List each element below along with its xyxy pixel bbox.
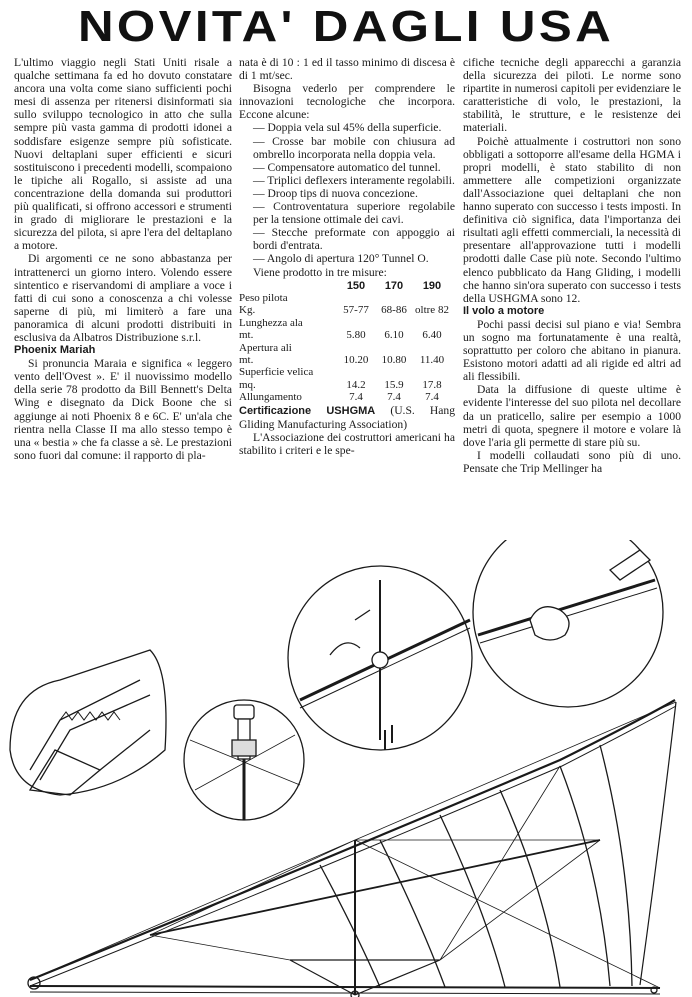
paragraph: L'Associazione dei costruttori americani ha stabilito i criteri e le spe- xyxy=(239,430,455,457)
size-table xyxy=(239,280,451,404)
certification-heading-line xyxy=(239,404,455,431)
section-heading-volo-motore: Il volo a motore xyxy=(463,304,545,317)
article-column-1 xyxy=(14,56,232,462)
feature-item: — Angolo di apertura 120° Tunnel O. xyxy=(253,252,429,266)
feature-item: — Doppia vela sul 45% della superficie. xyxy=(253,121,442,135)
detail-inset-king-post xyxy=(184,700,304,820)
detail-inset-sail-edge xyxy=(10,650,166,795)
feature-item: — Droop tips di nuova concezione. xyxy=(253,186,418,200)
feature-item: — Triplici deflexers interamente regolabili. xyxy=(253,173,455,187)
row-unit: mt. xyxy=(239,329,254,342)
table-cell: 6.40 xyxy=(422,329,442,342)
table-cell: 5.80 xyxy=(346,329,366,342)
table-cell: 68-86 xyxy=(381,304,407,317)
paragraph: Di argomenti ce ne sono abbastanza per intrattenerci un giorno intero. Volendo essere sintentico e riservandomi di ampliare a voce i fatti di cui sono a conoscenza a chi volesse saperne di più, mi limiterò a fare una panoramica di alcuni prodotti distribuiti in esclusiva da Albatros Distribuzione s.r.l. xyxy=(14,252,232,344)
table-row xyxy=(239,354,451,366)
sail-trailing-edge xyxy=(640,702,676,985)
table-cell: 7.4 xyxy=(387,391,401,404)
table-intro: Viene prodotto in tre misure: xyxy=(253,265,387,279)
cross-bar xyxy=(150,840,600,935)
table-row xyxy=(239,292,451,304)
paragraph: Data la diffusione di queste ultime è evidente l'interesse del suo pilota nel decollare da un praticello, salire per esempio a 1000 metri di quota, spegnere il motore e volare là dove l'aria gli permette di stare più su. xyxy=(463,383,681,449)
table-row xyxy=(239,329,451,341)
paragraph: Poichè attualmente i costruttori non sono obbligati a sottoporre all'esame della HGMA i propri modelli, è stato stabilito di non ammettere alle competizioni organizzate dall'Associazione quei deltaplani che non hanno superato con successo i tests imposti. In definitiva ciò significa, data l'importanza dei risultati agli effetti commerciali, la necessità di presentare all'approvazione tutti i modelli prodotti dalle Case più note. Secondo l'ultimo elenco pubblicato da Hang Gliding, i modelli che hanno sin'ora superato con successo i tests della USHGMA sono 12. xyxy=(463,134,681,305)
detail-inset-tube-joint xyxy=(473,540,663,707)
feature-item: — Controventatura superiore regolabile per la tensione ottimale dei cavi. xyxy=(253,200,455,227)
feature-item: — Crosse bar mobile con chiusura ad ombrello incorporata nella doppia vela. xyxy=(253,134,455,161)
size-header: 190 xyxy=(422,279,442,292)
size-header: 170 xyxy=(384,279,404,292)
batten xyxy=(320,865,380,987)
table-row xyxy=(239,379,451,391)
table-row xyxy=(239,317,451,329)
table-cell: 7.4 xyxy=(349,391,363,404)
table-cell: 10.20 xyxy=(343,354,369,367)
article-column-3 xyxy=(463,56,681,475)
paragraph: cifiche tecniche degli apparecchi a garanzia della sicurezza dei piloti. Le norme sono ripartite in numerosi capitoli per evidenziare le caratteristiche di volo, le prestazioni, la stabilità, le strutture, e le resistenze dei materiali. xyxy=(463,56,681,135)
section-heading-ushgma: Certificazione USHGMA xyxy=(239,404,376,417)
paragraph: L'ultimo viaggio negli Stati Uniti risale a qualche settimana fa ed ho dovuto constatare ancora una volta come siano sufficienti pochi mesi di assenza per ritenersi disinformati sia sullo sviluppo tecnologico in atto che sulla sempre più vasta gamma di prodotti idonei a soddisfare esigenze sempre più sofisticate. Nuovi deltaplani super efficienti e sicuri sostituiscono i precedenti modelli, scompaiono le tipiche ali Rogallo, si assiste ad una concentrazione della domanda sui produttori più qualificati, si offrono accessori e strumenti in grado di migliorare le prestazioni e la sicurezza del pilota, si apre l'era del deltaplano a motore. xyxy=(14,56,232,253)
table-cell: 7.4 xyxy=(425,391,439,404)
row-unit: Kg. xyxy=(239,304,256,317)
heading-note: (U.S. Hang Gliding Manufacturing Association) xyxy=(239,403,455,431)
table-row xyxy=(239,342,451,354)
row-label: Superficie velica xyxy=(239,366,314,379)
table-cell: 17.8 xyxy=(422,378,442,391)
table-row xyxy=(239,391,451,403)
paragraph: nata è di 10 : 1 ed il tasso minimo di discesa è di 1 mt/sec. xyxy=(239,56,455,83)
table-cell: 15.9 xyxy=(384,378,404,391)
row-unit: mt. xyxy=(239,354,254,367)
table-row xyxy=(239,366,451,378)
section-heading-phoenix-mariah: Phoenix Mariah xyxy=(14,344,96,357)
feature-item: — Compensatore automatico del tunnel. xyxy=(253,160,441,174)
table-cell: 6.10 xyxy=(384,329,404,342)
batten xyxy=(380,840,445,987)
feature-item: — Stecche preformate con appoggio ai bordi d'entrata. xyxy=(253,226,455,253)
page-headline: NOVITA' DAGLI USA xyxy=(77,2,615,51)
batten xyxy=(440,815,505,987)
paragraph: I modelli collaudati sono più di uno. Pensate che Trip Mellinger ha xyxy=(463,448,681,475)
batten xyxy=(600,745,632,986)
paragraph: Si pronuncia Maraia e significa « leggero vento dell'Ovest ». E' il nuovissimo modello della serie 78 prodotto da Bill Bennett's Delta Wing e disegnato da Dick Boone che si aggiunge ai noti Phoenix 8 e 6C. E' un'ala che rientra nella Classe II ma allo stesso tempo è una « bestia » che fa classe a sè. Le prestazioni sono fuori dal comune: il rapporto di pla- xyxy=(14,357,232,462)
table-cell: 57-77 xyxy=(343,304,369,317)
row-label: Lunghezza ala xyxy=(239,316,303,329)
row-label: Peso pilota xyxy=(239,292,288,304)
paragraph: Pochi passi decisi sul piano e via! Sembra un sogno ma fortunatamente è una realtà, soprattutto per coloro che abitano in pianura. Esistono motori adatti ad ali rigide ed altri ad ali flessibili. xyxy=(463,317,681,384)
row-unit: mq. xyxy=(239,378,256,391)
row-label: Allungamento xyxy=(239,391,302,404)
control-frame xyxy=(290,960,440,995)
batten xyxy=(560,766,610,986)
table-cell: oltre 82 xyxy=(415,304,449,317)
table-row xyxy=(239,304,451,316)
article-column-2 xyxy=(239,56,455,457)
row-label: Apertura ali xyxy=(239,341,292,354)
hang-glider-illustration xyxy=(0,540,692,997)
table-cell: 10.80 xyxy=(381,354,407,367)
batten xyxy=(500,790,560,987)
detail-inset-crossbar-hinge xyxy=(288,566,472,750)
table-header-row xyxy=(239,280,451,292)
paragraph: Bisogna vederlo per comprendere le innovazioni tecnologiche che incorpora. Eccone alcune: xyxy=(239,82,455,122)
size-header: 150 xyxy=(346,279,366,292)
keel-tube xyxy=(30,986,660,988)
table-cell: 14.2 xyxy=(346,378,366,391)
table-cell: 11.40 xyxy=(419,354,445,367)
